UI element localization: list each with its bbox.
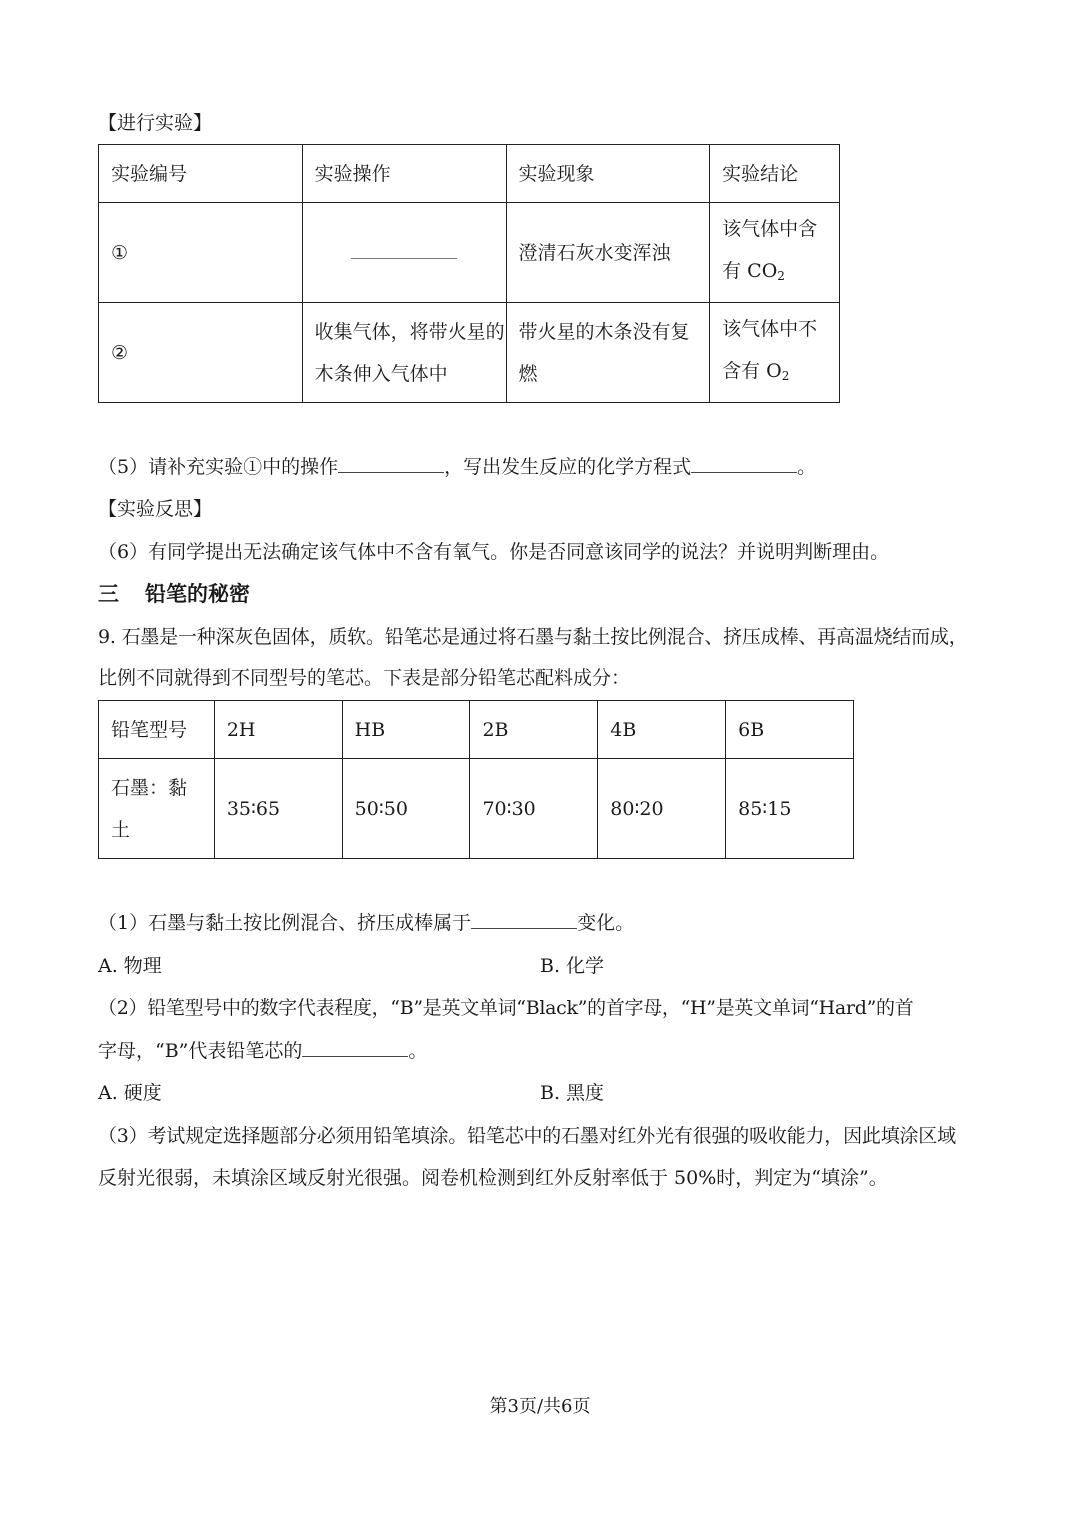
ratio-cell: 35∶65 (214, 759, 342, 859)
section-title: 铅笔的秘密 (145, 582, 250, 606)
question-3-line: 反射光很弱，未填涂区域反射光很强。阅卷机检测到红外反射率低于 50%时，判定为“填涂”。 (98, 1167, 888, 1189)
formula-text: 含有 O (722, 360, 782, 382)
option-a[interactable]: A. 物理 (98, 955, 162, 977)
row-header: 铅笔型号 (99, 701, 215, 759)
operation-line: 木条伸入气体中 (314, 362, 448, 385)
question-text: 变化。 (577, 912, 635, 934)
row-header (99, 759, 215, 859)
header-cell: 实验编号 (99, 145, 303, 203)
answer-blank (351, 258, 457, 259)
ratio-cell: 50∶50 (342, 759, 470, 859)
pencil-table (98, 700, 854, 859)
header-cell: 实验现象 (506, 145, 710, 203)
answer-blank (338, 454, 444, 473)
question-9-line: 比例不同就得到不同型号的笔芯。下表是部分铅笔芯配料成分： (98, 667, 631, 689)
experiment-id: ① (99, 203, 303, 303)
question-9-line: 9. 石墨是一种深灰色固体，质软。铅笔芯是通过将石墨与黏土按比例混合、挤压成棒、再高温烧结而成， (98, 626, 968, 648)
question-text: 。 (797, 456, 817, 478)
question-text: 字母，“B”代表铅笔芯的 (98, 1040, 303, 1062)
phenomenon-line: 带火星的木条没有复 (518, 320, 690, 343)
model-cell: HB (342, 701, 470, 759)
header-cell: 实验结论 (710, 145, 840, 203)
header-cell: 实验操作 (302, 145, 506, 203)
model-cell: 2H (214, 701, 342, 759)
answer-blank (471, 910, 577, 929)
experiment-table-row (99, 203, 840, 303)
conclusion-line: 该气体中含 (722, 218, 818, 240)
formula-subscript: 2 (781, 369, 790, 383)
conclusion-cell (710, 303, 840, 403)
option-b[interactable]: B. 黑度 (540, 1082, 605, 1104)
question-5 (98, 452, 816, 482)
option-a[interactable]: A. 硬度 (98, 1082, 162, 1104)
ratio-cell: 80∶20 (598, 759, 726, 859)
experiment-table (98, 144, 840, 403)
phenomenon-cell: 澄清石灰水变浑浊 (506, 203, 710, 303)
formula-subscript: 2 (777, 269, 785, 283)
ratio-cell: 85∶15 (726, 759, 854, 859)
question-text: ，写出发生反应的化学方程式 (444, 456, 692, 478)
experiment-table-row (99, 303, 840, 403)
heading-reflection: 【实验反思】 (98, 498, 213, 520)
section-heading (98, 578, 250, 610)
operation-blank (302, 203, 506, 303)
question-6: （6）有同学提出无法确定该气体中不含有氧气。你是否同意该同学的说法？并说明判断理由。 (98, 541, 890, 563)
question-1 (98, 908, 634, 938)
answer-blank (302, 1038, 408, 1057)
heading-experiment: 【进行实验】 (98, 112, 213, 134)
conclusion-line (722, 250, 839, 297)
model-cell: 4B (598, 701, 726, 759)
question-text: 。 (408, 1040, 428, 1062)
operation-line: 收集气体，将带火星的 (314, 320, 505, 343)
model-cell: 6B (726, 701, 854, 759)
question-text: （5）请补充实验①中的操作 (98, 456, 339, 478)
row-header-line: 石墨：黏 (111, 776, 188, 799)
option-b[interactable]: B. 化学 (540, 955, 605, 977)
answer-blank (691, 454, 797, 473)
pencil-table-row (99, 759, 854, 859)
question-3-line: （3）考试规定选择题部分必须用铅笔填涂。铅笔芯中的石墨对红外光有很强的吸收能力，因此填涂区域 (98, 1125, 956, 1147)
question-2-line (98, 1036, 427, 1066)
conclusion-line: 该气体中不 (722, 318, 818, 340)
pencil-table-row (99, 701, 854, 759)
row-header-line: 土 (111, 818, 131, 841)
experiment-id: ② (99, 303, 303, 403)
phenomenon-line: 燃 (518, 362, 538, 385)
section-number: 三 (98, 582, 119, 606)
question-text: （1）石墨与黏土按比例混合、挤压成棒属于 (98, 912, 472, 934)
model-cell: 2B (470, 701, 598, 759)
phenomenon-cell (506, 303, 710, 403)
page-footer: 第3页/共6页 (489, 1396, 591, 1417)
question-2-line: （2）铅笔型号中的数字代表程度，“B”是英文单词“Black”的首字母，“H”是英文单词“Hard”的首 (98, 997, 914, 1019)
experiment-table-header-row (99, 145, 840, 203)
conclusion-line (722, 350, 839, 397)
ratio-cell: 70∶30 (470, 759, 598, 859)
conclusion-cell (710, 203, 840, 303)
formula-text: 有 CO (722, 260, 778, 282)
operation-cell (302, 303, 506, 403)
